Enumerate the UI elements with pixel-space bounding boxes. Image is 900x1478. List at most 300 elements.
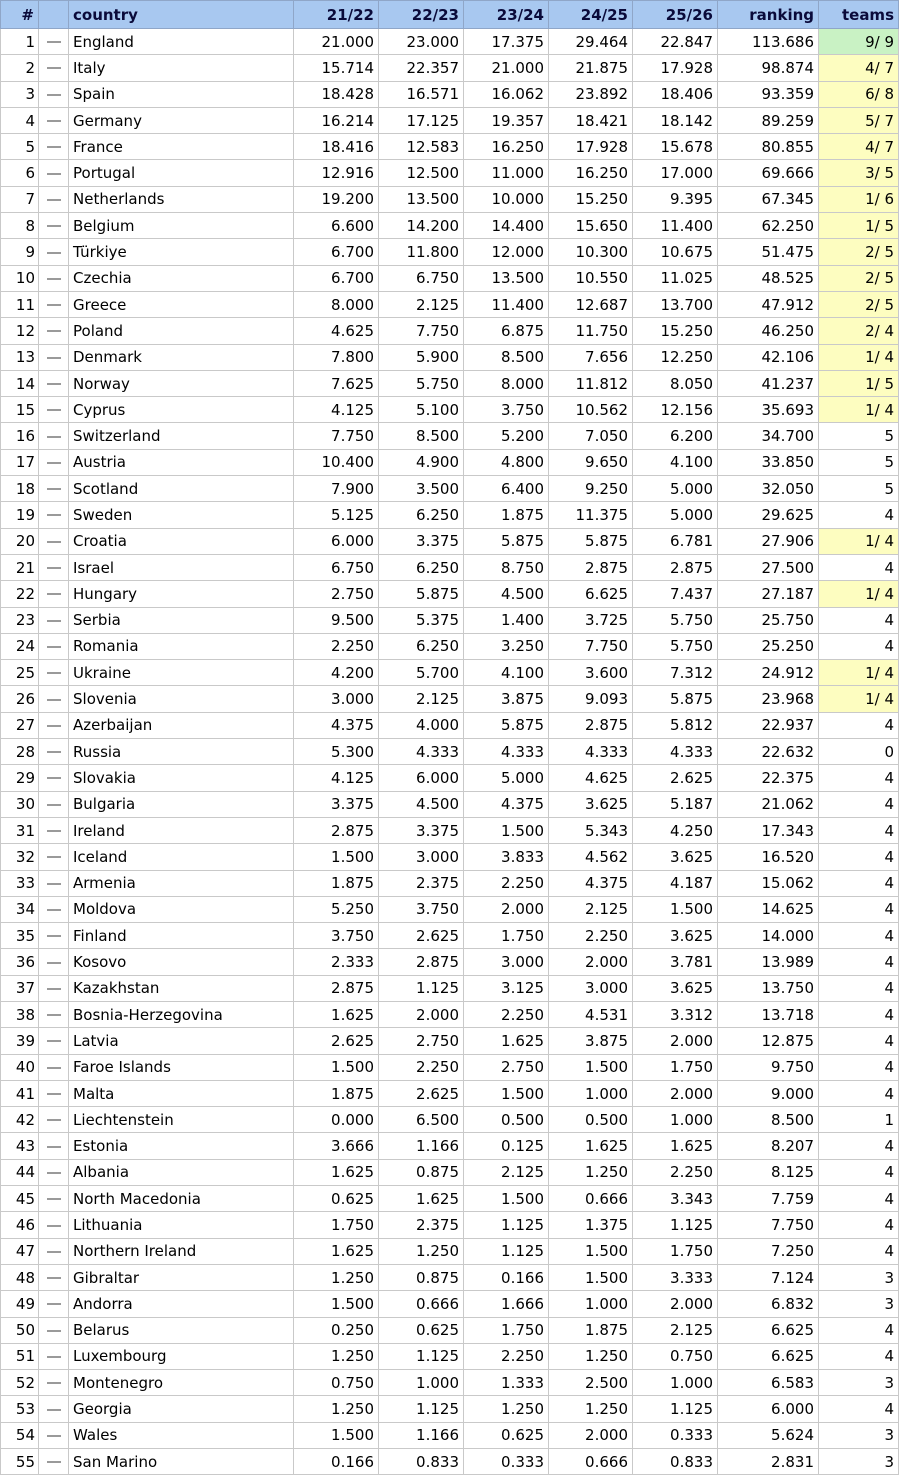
season-24-25-cell: 17.928 — [549, 134, 633, 160]
country-cell[interactable]: Belgium — [69, 213, 294, 239]
season-25-26-cell: 18.406 — [633, 81, 718, 107]
season-23-24-cell: 11.000 — [464, 160, 549, 186]
teams-cell: 4 — [819, 791, 899, 817]
dash-icon — [47, 856, 61, 858]
season-22-23-cell: 1.250 — [379, 1238, 464, 1264]
country-cell[interactable]: Spain — [69, 81, 294, 107]
dash-icon — [47, 804, 61, 806]
header-season-24-25[interactable]: 24/25 — [549, 1, 633, 29]
header-trend — [39, 1, 69, 29]
season-25-26-cell: 18.142 — [633, 107, 718, 133]
table-row — [1, 370, 899, 396]
season-22-23-cell: 3.500 — [379, 476, 464, 502]
rank-cell: 7 — [1, 186, 39, 212]
season-22-23-cell: 2.750 — [379, 1028, 464, 1054]
season-21-22-cell: 5.125 — [294, 502, 379, 528]
rank-cell: 38 — [1, 1001, 39, 1027]
teams-cell: 1/ 4 — [819, 686, 899, 712]
header-country[interactable]: country — [69, 1, 294, 29]
table-row — [1, 870, 899, 896]
country-cell[interactable]: Romania — [69, 633, 294, 659]
teams-cell: 4 — [819, 975, 899, 1001]
season-25-26-cell: 12.250 — [633, 344, 718, 370]
season-24-25-cell: 5.875 — [549, 528, 633, 554]
ranking-cell: 29.625 — [718, 502, 819, 528]
trend-cell — [39, 1370, 69, 1396]
country-cell[interactable]: Scotland — [69, 476, 294, 502]
dash-icon — [47, 909, 61, 911]
rank-cell: 8 — [1, 213, 39, 239]
country-cell[interactable]: North Macedonia — [69, 1186, 294, 1212]
dash-icon — [47, 1146, 61, 1148]
season-24-25-cell: 1.250 — [549, 1343, 633, 1369]
ranking-cell: 67.345 — [718, 186, 819, 212]
season-22-23-cell: 17.125 — [379, 107, 464, 133]
dash-icon — [47, 1435, 61, 1437]
season-22-23-cell: 13.500 — [379, 186, 464, 212]
teams-cell: 4 — [819, 1343, 899, 1369]
header-season-22-23[interactable]: 22/23 — [379, 1, 464, 29]
season-23-24-cell: 10.000 — [464, 186, 549, 212]
country-cell[interactable]: Greece — [69, 291, 294, 317]
country-cell[interactable]: Belarus — [69, 1317, 294, 1343]
teams-cell: 2/ 4 — [819, 318, 899, 344]
dash-icon — [47, 751, 61, 753]
season-25-26-cell: 5.750 — [633, 607, 718, 633]
header-season-25-26[interactable]: 25/26 — [633, 1, 718, 29]
country-cell[interactable]: Ukraine — [69, 660, 294, 686]
trend-cell — [39, 581, 69, 607]
season-25-26-cell: 5.875 — [633, 686, 718, 712]
rank-cell: 32 — [1, 844, 39, 870]
season-21-22-cell: 1.500 — [294, 844, 379, 870]
season-25-26-cell: 2.000 — [633, 1291, 718, 1317]
trend-cell — [39, 318, 69, 344]
table-row — [1, 581, 899, 607]
season-21-22-cell: 0.000 — [294, 1107, 379, 1133]
rank-cell: 35 — [1, 923, 39, 949]
dash-icon — [47, 1067, 61, 1069]
teams-cell: 4 — [819, 554, 899, 580]
country-cell[interactable]: Serbia — [69, 607, 294, 633]
country-cell[interactable]: Kazakhstan — [69, 975, 294, 1001]
season-24-25-cell: 2.000 — [549, 1422, 633, 1448]
season-23-24-cell: 3.125 — [464, 975, 549, 1001]
country-cell[interactable]: Switzerland — [69, 423, 294, 449]
trend-cell — [39, 686, 69, 712]
country-cell[interactable]: Poland — [69, 318, 294, 344]
dash-icon — [47, 1251, 61, 1253]
header-teams[interactable]: teams — [819, 1, 899, 29]
season-22-23-cell: 11.800 — [379, 239, 464, 265]
country-cell[interactable]: Slovenia — [69, 686, 294, 712]
ranking-cell: 22.375 — [718, 765, 819, 791]
country-cell[interactable]: Kosovo — [69, 949, 294, 975]
trend-cell — [39, 160, 69, 186]
table-row — [1, 949, 899, 975]
rank-cell: 31 — [1, 817, 39, 843]
teams-cell: 5/ 7 — [819, 107, 899, 133]
season-25-26-cell: 5.000 — [633, 476, 718, 502]
season-25-26-cell: 10.675 — [633, 239, 718, 265]
season-24-25-cell: 11.812 — [549, 370, 633, 396]
country-cell[interactable]: Azerbaijan — [69, 712, 294, 738]
country-cell[interactable]: Latvia — [69, 1028, 294, 1054]
season-24-25-cell: 2.000 — [549, 949, 633, 975]
header-season-21-22[interactable]: 21/22 — [294, 1, 379, 29]
ranking-cell: 17.343 — [718, 817, 819, 843]
table-row — [1, 1343, 899, 1369]
season-21-22-cell: 8.000 — [294, 291, 379, 317]
rank-cell: 41 — [1, 1080, 39, 1106]
dash-icon — [47, 199, 61, 201]
season-23-24-cell: 0.166 — [464, 1264, 549, 1290]
season-22-23-cell: 2.375 — [379, 870, 464, 896]
season-21-22-cell: 7.750 — [294, 423, 379, 449]
season-21-22-cell: 1.750 — [294, 1212, 379, 1238]
season-24-25-cell: 3.625 — [549, 791, 633, 817]
season-22-23-cell: 0.625 — [379, 1317, 464, 1343]
teams-cell: 4 — [819, 1054, 899, 1080]
season-24-25-cell: 10.562 — [549, 397, 633, 423]
country-cell[interactable]: Cyprus — [69, 397, 294, 423]
country-cell[interactable]: Portugal — [69, 160, 294, 186]
trend-cell — [39, 1343, 69, 1369]
season-23-24-cell: 5.200 — [464, 423, 549, 449]
season-22-23-cell: 8.500 — [379, 423, 464, 449]
table-row — [1, 1396, 899, 1422]
country-cell[interactable]: Türkiye — [69, 239, 294, 265]
country-cell[interactable]: Luxembourg — [69, 1343, 294, 1369]
season-24-25-cell: 3.725 — [549, 607, 633, 633]
trend-cell — [39, 81, 69, 107]
country-cell[interactable]: Finland — [69, 923, 294, 949]
table-body — [1, 29, 899, 1475]
table-row — [1, 107, 899, 133]
season-23-24-cell: 0.125 — [464, 1133, 549, 1159]
season-23-24-cell: 1.500 — [464, 1080, 549, 1106]
season-23-24-cell: 3.250 — [464, 633, 549, 659]
dash-icon — [47, 120, 61, 122]
season-22-23-cell: 2.875 — [379, 949, 464, 975]
ranking-cell: 27.500 — [718, 554, 819, 580]
dash-icon — [47, 1198, 61, 1200]
dash-icon — [47, 1225, 61, 1227]
dash-icon — [47, 725, 61, 727]
ranking-cell: 22.632 — [718, 739, 819, 765]
rank-cell: 25 — [1, 660, 39, 686]
trend-cell — [39, 1212, 69, 1238]
season-24-25-cell: 4.375 — [549, 870, 633, 896]
season-25-26-cell: 3.625 — [633, 923, 718, 949]
dash-icon — [47, 988, 61, 990]
season-22-23-cell: 12.583 — [379, 134, 464, 160]
season-25-26-cell: 12.156 — [633, 397, 718, 423]
country-cell[interactable]: Hungary — [69, 581, 294, 607]
trend-cell — [39, 186, 69, 212]
country-cell[interactable]: Montenegro — [69, 1370, 294, 1396]
ranking-cell: 98.874 — [718, 55, 819, 81]
ranking-cell: 41.237 — [718, 370, 819, 396]
table-row — [1, 1238, 899, 1264]
header-ranking[interactable]: ranking — [718, 1, 819, 29]
country-cell[interactable]: Iceland — [69, 844, 294, 870]
table-row — [1, 1212, 899, 1238]
trend-cell — [39, 1028, 69, 1054]
teams-cell: 5 — [819, 449, 899, 475]
teams-cell: 0 — [819, 739, 899, 765]
country-cell[interactable]: Austria — [69, 449, 294, 475]
country-cell[interactable]: Slovakia — [69, 765, 294, 791]
season-22-23-cell: 5.100 — [379, 397, 464, 423]
ranking-cell: 33.850 — [718, 449, 819, 475]
country-cell[interactable]: Gibraltar — [69, 1264, 294, 1290]
trend-cell — [39, 844, 69, 870]
dash-icon — [47, 541, 61, 543]
teams-cell: 4 — [819, 765, 899, 791]
season-21-22-cell: 1.500 — [294, 1422, 379, 1448]
season-22-23-cell: 5.700 — [379, 660, 464, 686]
season-21-22-cell: 1.875 — [294, 1080, 379, 1106]
trend-cell — [39, 265, 69, 291]
season-22-23-cell: 1.166 — [379, 1133, 464, 1159]
country-cell[interactable]: Ireland — [69, 817, 294, 843]
season-23-24-cell: 1.400 — [464, 607, 549, 633]
season-22-23-cell: 0.875 — [379, 1159, 464, 1185]
season-21-22-cell: 3.750 — [294, 923, 379, 949]
trend-cell — [39, 949, 69, 975]
country-cell[interactable]: Estonia — [69, 1133, 294, 1159]
season-21-22-cell: 4.625 — [294, 318, 379, 344]
trend-cell — [39, 817, 69, 843]
dash-icon — [47, 962, 61, 964]
season-21-22-cell: 18.428 — [294, 81, 379, 107]
table-row — [1, 1054, 899, 1080]
season-22-23-cell: 2.375 — [379, 1212, 464, 1238]
season-21-22-cell: 1.500 — [294, 1291, 379, 1317]
season-22-23-cell: 6.250 — [379, 554, 464, 580]
country-cell[interactable]: Czechia — [69, 265, 294, 291]
season-23-24-cell: 4.333 — [464, 739, 549, 765]
rank-cell: 9 — [1, 239, 39, 265]
country-cell[interactable]: Russia — [69, 739, 294, 765]
table-row — [1, 55, 899, 81]
country-cell[interactable]: Sweden — [69, 502, 294, 528]
trend-cell — [39, 607, 69, 633]
season-21-22-cell: 4.125 — [294, 765, 379, 791]
country-cell[interactable]: Andorra — [69, 1291, 294, 1317]
season-25-26-cell: 2.125 — [633, 1317, 718, 1343]
country-cell[interactable]: Denmark — [69, 344, 294, 370]
ranking-cell: 34.700 — [718, 423, 819, 449]
season-23-24-cell: 17.375 — [464, 29, 549, 55]
country-cell[interactable]: Albania — [69, 1159, 294, 1185]
season-22-23-cell: 6.750 — [379, 265, 464, 291]
season-24-25-cell: 11.750 — [549, 318, 633, 344]
ranking-cell: 7.250 — [718, 1238, 819, 1264]
season-23-24-cell: 1.125 — [464, 1238, 549, 1264]
teams-cell: 4 — [819, 1159, 899, 1185]
teams-cell: 2/ 5 — [819, 291, 899, 317]
teams-cell: 4 — [819, 1212, 899, 1238]
season-21-22-cell: 15.714 — [294, 55, 379, 81]
table-row — [1, 607, 899, 633]
dash-icon — [47, 514, 61, 516]
table-row — [1, 633, 899, 659]
country-cell[interactable]: Georgia — [69, 1396, 294, 1422]
trend-cell — [39, 239, 69, 265]
rank-cell: 52 — [1, 1370, 39, 1396]
season-22-23-cell: 22.357 — [379, 55, 464, 81]
season-25-26-cell: 0.333 — [633, 1422, 718, 1448]
country-cell[interactable]: Germany — [69, 107, 294, 133]
season-23-24-cell: 1.125 — [464, 1212, 549, 1238]
ranking-cell: 5.624 — [718, 1422, 819, 1448]
table-row — [1, 975, 899, 1001]
season-22-23-cell: 3.750 — [379, 896, 464, 922]
season-25-26-cell: 1.000 — [633, 1107, 718, 1133]
season-24-25-cell: 3.875 — [549, 1028, 633, 1054]
season-25-26-cell: 2.000 — [633, 1028, 718, 1054]
rank-cell: 36 — [1, 949, 39, 975]
country-cell[interactable]: Armenia — [69, 870, 294, 896]
teams-cell: 1/ 4 — [819, 528, 899, 554]
ranking-cell: 46.250 — [718, 318, 819, 344]
season-21-22-cell: 1.250 — [294, 1396, 379, 1422]
country-cell[interactable]: Northern Ireland — [69, 1238, 294, 1264]
header-row — [1, 1, 899, 29]
teams-cell: 3 — [819, 1422, 899, 1448]
season-24-25-cell: 12.687 — [549, 291, 633, 317]
ranking-cell: 23.968 — [718, 686, 819, 712]
rank-cell: 18 — [1, 476, 39, 502]
season-24-25-cell: 15.250 — [549, 186, 633, 212]
table-row — [1, 344, 899, 370]
country-cell[interactable]: Netherlands — [69, 186, 294, 212]
table-row — [1, 423, 899, 449]
season-22-23-cell: 6.250 — [379, 502, 464, 528]
ranking-cell: 13.750 — [718, 975, 819, 1001]
country-cell[interactable]: Bulgaria — [69, 791, 294, 817]
country-cell[interactable]: Norway — [69, 370, 294, 396]
header-season-23-24[interactable]: 23/24 — [464, 1, 549, 29]
trend-cell — [39, 344, 69, 370]
season-21-22-cell: 7.800 — [294, 344, 379, 370]
season-22-23-cell: 2.125 — [379, 686, 464, 712]
country-cell[interactable]: San Marino — [69, 1449, 294, 1475]
country-cell[interactable]: Lithuania — [69, 1212, 294, 1238]
season-22-23-cell: 2.000 — [379, 1001, 464, 1027]
country-cell[interactable]: Moldova — [69, 896, 294, 922]
table-row — [1, 1264, 899, 1290]
table-row — [1, 1159, 899, 1185]
teams-cell: 4 — [819, 502, 899, 528]
country-cell[interactable]: Israel — [69, 554, 294, 580]
season-24-25-cell: 2.875 — [549, 712, 633, 738]
table-row — [1, 528, 899, 554]
season-24-25-cell: 11.375 — [549, 502, 633, 528]
season-22-23-cell: 4.900 — [379, 449, 464, 475]
season-24-25-cell: 0.666 — [549, 1186, 633, 1212]
trend-cell — [39, 554, 69, 580]
season-21-22-cell: 3.375 — [294, 791, 379, 817]
season-24-25-cell: 15.650 — [549, 213, 633, 239]
dash-icon — [47, 488, 61, 490]
country-cell[interactable]: Liechtenstein — [69, 1107, 294, 1133]
table-row — [1, 265, 899, 291]
season-24-25-cell: 0.500 — [549, 1107, 633, 1133]
season-25-26-cell: 1.125 — [633, 1212, 718, 1238]
dash-icon — [47, 94, 61, 96]
ranking-cell: 6.832 — [718, 1291, 819, 1317]
season-22-23-cell: 2.250 — [379, 1054, 464, 1080]
table-row — [1, 397, 899, 423]
ranking-cell: 13.718 — [718, 1001, 819, 1027]
header-rank[interactable]: # — [1, 1, 39, 29]
ranking-cell: 14.625 — [718, 896, 819, 922]
season-21-22-cell: 1.250 — [294, 1264, 379, 1290]
season-25-26-cell: 4.187 — [633, 870, 718, 896]
season-23-24-cell: 19.357 — [464, 107, 549, 133]
rank-cell: 1 — [1, 29, 39, 55]
season-22-23-cell: 3.000 — [379, 844, 464, 870]
dash-icon — [47, 383, 61, 385]
country-cell[interactable]: Italy — [69, 55, 294, 81]
teams-cell: 4 — [819, 844, 899, 870]
season-23-24-cell: 21.000 — [464, 55, 549, 81]
trend-cell — [39, 739, 69, 765]
season-22-23-cell: 6.000 — [379, 765, 464, 791]
season-21-22-cell: 10.400 — [294, 449, 379, 475]
ranking-cell: 13.989 — [718, 949, 819, 975]
table-row — [1, 213, 899, 239]
season-25-26-cell: 5.750 — [633, 633, 718, 659]
ranking-cell: 25.750 — [718, 607, 819, 633]
rank-cell: 15 — [1, 397, 39, 423]
country-cell[interactable]: Malta — [69, 1080, 294, 1106]
teams-cell: 4 — [819, 633, 899, 659]
country-cell[interactable]: Faroe Islands — [69, 1054, 294, 1080]
season-22-23-cell: 1.166 — [379, 1422, 464, 1448]
dash-icon — [47, 1040, 61, 1042]
season-22-23-cell: 7.750 — [379, 318, 464, 344]
teams-cell: 4 — [819, 1133, 899, 1159]
dash-icon — [47, 304, 61, 306]
country-cell[interactable]: France — [69, 134, 294, 160]
country-cell[interactable]: Bosnia-Herzegovina — [69, 1001, 294, 1027]
season-23-24-cell: 14.400 — [464, 213, 549, 239]
country-cell[interactable]: England — [69, 29, 294, 55]
teams-cell: 4 — [819, 870, 899, 896]
season-21-22-cell: 1.625 — [294, 1238, 379, 1264]
season-22-23-cell: 16.571 — [379, 81, 464, 107]
ranking-cell: 24.912 — [718, 660, 819, 686]
country-cell[interactable]: Wales — [69, 1422, 294, 1448]
season-24-25-cell: 4.562 — [549, 844, 633, 870]
table-row — [1, 1186, 899, 1212]
table-row — [1, 712, 899, 738]
trend-cell — [39, 29, 69, 55]
ranking-cell: 93.359 — [718, 81, 819, 107]
season-24-25-cell: 7.750 — [549, 633, 633, 659]
season-21-22-cell: 5.300 — [294, 739, 379, 765]
season-25-26-cell: 5.000 — [633, 502, 718, 528]
table-row — [1, 29, 899, 55]
season-23-24-cell: 2.250 — [464, 1001, 549, 1027]
season-25-26-cell: 3.625 — [633, 844, 718, 870]
country-cell[interactable]: Croatia — [69, 528, 294, 554]
season-24-25-cell: 3.000 — [549, 975, 633, 1001]
